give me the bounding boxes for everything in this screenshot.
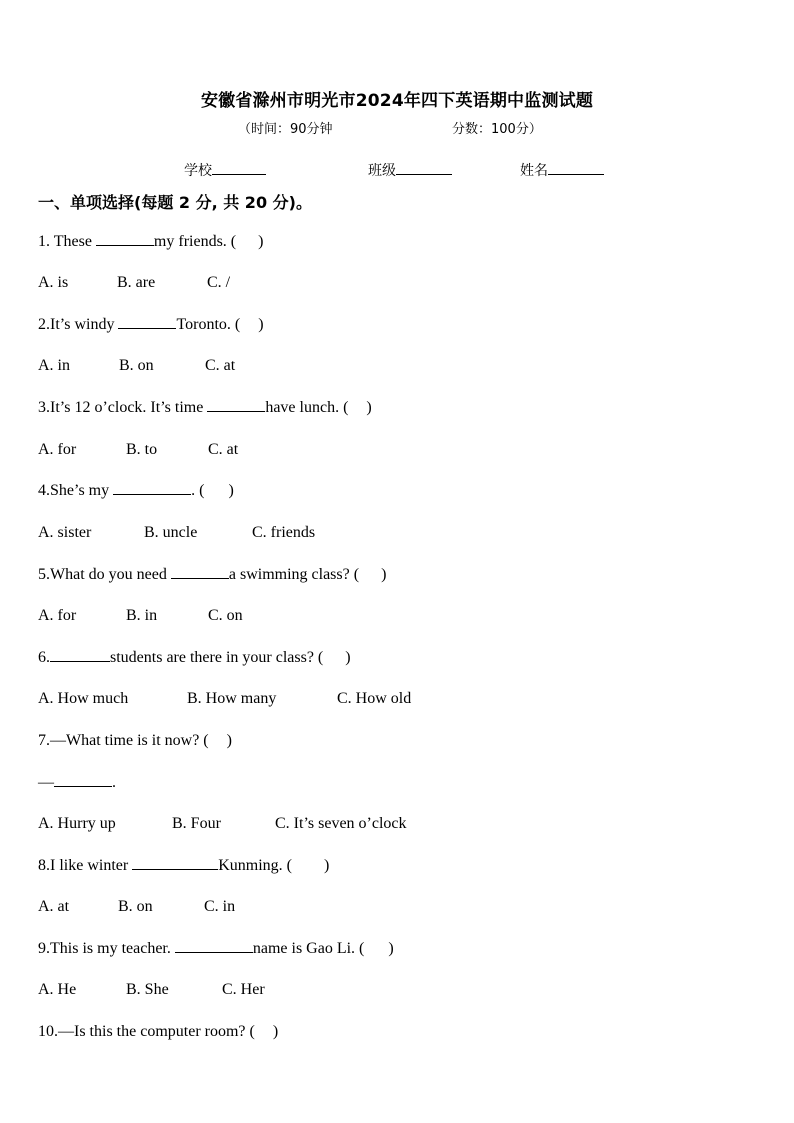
- answer-blank[interactable]: [175, 940, 253, 953]
- option-b: B. on: [119, 357, 154, 374]
- answer-paren-close: ): [388, 940, 394, 957]
- question-4: [38, 482, 234, 500]
- options-7: [38, 815, 407, 833]
- question-text: students are there in your class? (: [110, 649, 324, 666]
- option-a: A. He: [38, 981, 77, 998]
- option-a: A. for: [38, 441, 77, 458]
- question-text: 9.This is my teacher.: [38, 940, 175, 957]
- question-text: 10.—Is this the computer room? (: [38, 1023, 255, 1040]
- option-c: C. on: [208, 607, 243, 624]
- question-7-answer: [38, 774, 116, 792]
- question-1: [38, 233, 263, 251]
- question-10: [38, 1023, 278, 1041]
- answer-blank[interactable]: [113, 482, 191, 495]
- options-4: [38, 524, 315, 542]
- answer-blank[interactable]: [50, 649, 110, 662]
- options-3: [38, 441, 238, 459]
- answer-paren-close: ): [258, 316, 264, 333]
- name-blank[interactable]: [548, 162, 604, 175]
- option-c: C. How old: [337, 690, 412, 707]
- class-field: [368, 160, 452, 180]
- answer-paren-close: ): [226, 732, 232, 749]
- question-text: 5.What do you need: [38, 566, 171, 583]
- option-a: A. How much: [38, 690, 129, 707]
- question-text: my friends. (: [153, 233, 237, 250]
- class-blank[interactable]: [396, 162, 452, 175]
- option-b: B. in: [126, 607, 158, 624]
- option-b: B. She: [126, 981, 169, 998]
- option-b: B. How many: [187, 690, 277, 707]
- question-7: [38, 732, 232, 750]
- answer-paren-close: ): [366, 399, 372, 416]
- option-c: C. friends: [252, 524, 316, 541]
- question-text: Kunming. (: [218, 857, 292, 874]
- answer-paren-close: ): [323, 857, 330, 874]
- question-2: [38, 316, 264, 334]
- question-text: have lunch. (: [265, 399, 349, 416]
- exam-title: 安徽省滁州市明光市2024年四下英语期中监测试题: [200, 91, 594, 111]
- answer-blank[interactable]: [207, 399, 265, 412]
- option-b: B. on: [118, 898, 153, 915]
- option-c: C. Her: [222, 981, 265, 998]
- question-text: a swimming class? (: [228, 566, 360, 583]
- option-b: B. to: [126, 441, 158, 458]
- question-text: 3.It’s 12 o’clock. It’s time: [38, 399, 208, 416]
- question-6: [38, 649, 351, 667]
- question-8: [38, 857, 329, 875]
- question-text: 4.She’s my: [38, 482, 114, 499]
- answer-blank[interactable]: [96, 233, 154, 246]
- option-b: B. are: [117, 274, 156, 291]
- option-c: C. /: [207, 274, 231, 291]
- answer-blank[interactable]: [171, 566, 229, 579]
- option-a: A. Hurry up: [38, 815, 116, 832]
- section-heading: 一、单项选择(每题 2 分, 共 20 分)。: [38, 193, 312, 212]
- answer-blank[interactable]: [132, 857, 218, 870]
- option-c: C. in: [204, 898, 236, 915]
- option-c: C. at: [205, 357, 236, 374]
- question-9: [38, 940, 394, 958]
- option-a: A. sister: [38, 524, 92, 541]
- answer-paren-close: ): [381, 566, 387, 583]
- option-c: C. at: [208, 441, 239, 458]
- question-text: . (: [191, 482, 205, 499]
- options-8: [38, 898, 235, 916]
- time-info: （时间：90分钟: [238, 122, 333, 137]
- options-6: [38, 690, 411, 708]
- score-info: 分数：100分）: [452, 122, 542, 137]
- question-text: name is Gao Li. (: [252, 940, 365, 957]
- options-2: [38, 357, 235, 375]
- question-3: [38, 399, 372, 417]
- option-b: B. Four: [172, 815, 221, 832]
- school-label: 学校: [184, 163, 212, 179]
- question-text: 2.It’s windy: [38, 316, 119, 333]
- answer-blank[interactable]: [54, 774, 112, 787]
- name-field: [520, 160, 604, 180]
- question-text: 7.—What time is it now? (: [38, 732, 209, 749]
- answer-paren-close: ): [258, 233, 264, 250]
- name-label: 姓名: [520, 163, 548, 179]
- option-b: B. uncle: [144, 524, 198, 541]
- dash: —: [38, 774, 54, 791]
- option-a: A. is: [38, 274, 69, 291]
- option-c: C. It’s seven o’clock: [275, 815, 407, 832]
- answer-paren-close: ): [345, 649, 351, 666]
- options-9: [38, 981, 265, 999]
- options-5: [38, 607, 243, 625]
- answer-paren-close: ): [272, 1023, 279, 1040]
- class-label: 班级: [368, 163, 396, 179]
- question-text: 6.: [38, 649, 50, 666]
- question-text: 8.I like winter: [38, 857, 133, 874]
- period: .: [112, 774, 116, 791]
- options-1: [38, 274, 230, 292]
- answer-blank[interactable]: [118, 316, 176, 329]
- school-field: [184, 160, 266, 180]
- question-5: [38, 566, 386, 584]
- option-a: A. at: [38, 898, 70, 915]
- question-text: Toronto. (: [176, 316, 241, 333]
- option-a: A. for: [38, 607, 77, 624]
- option-a: A. in: [38, 357, 70, 374]
- answer-paren-close: ): [228, 482, 234, 499]
- school-blank[interactable]: [212, 162, 266, 175]
- question-text: 1. These: [38, 233, 96, 250]
